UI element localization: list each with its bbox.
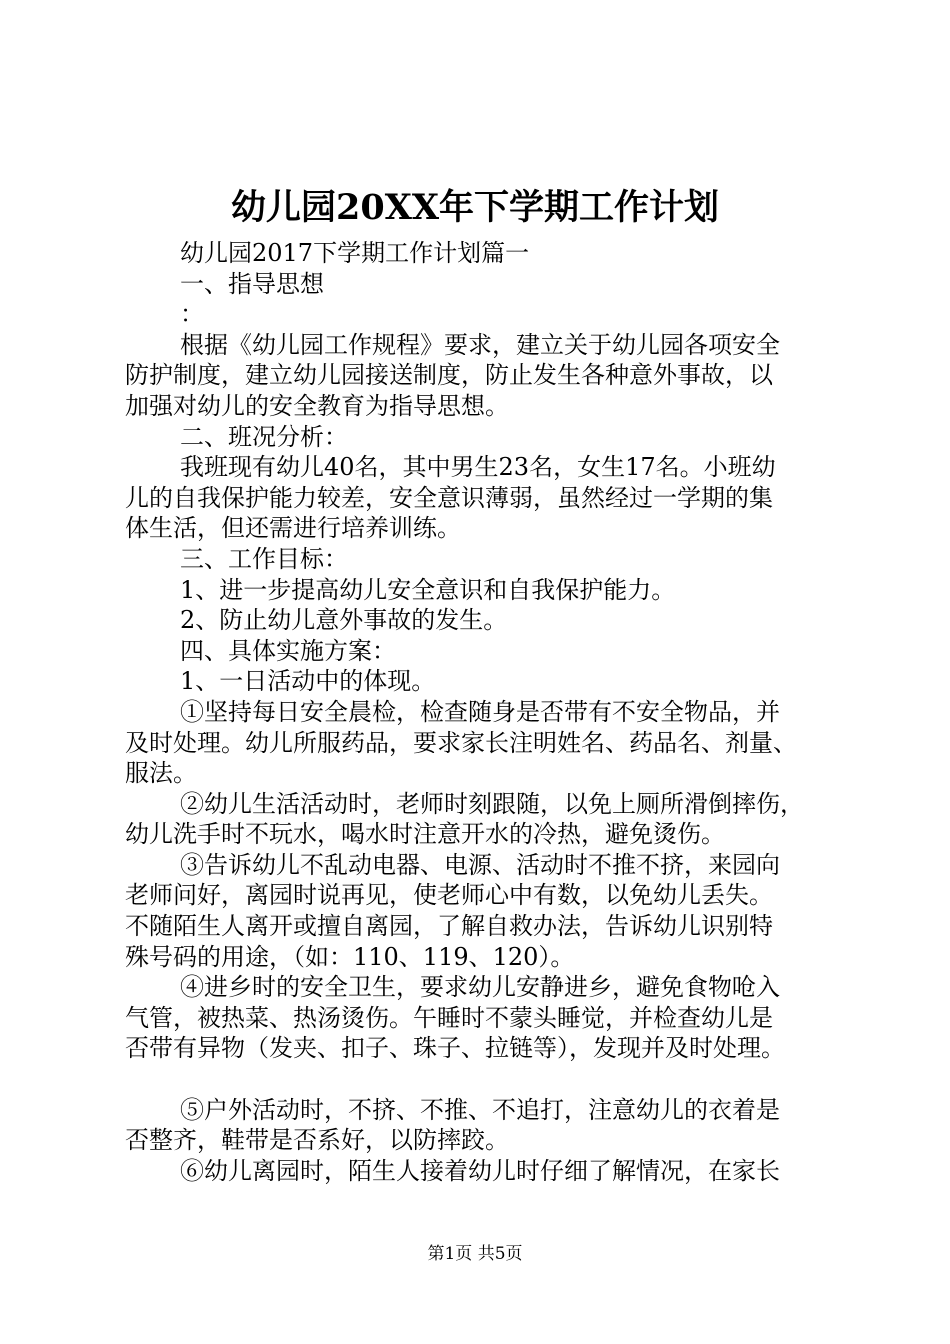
- document-title: 幼儿园20XX年下学期工作计划: [230, 187, 720, 228]
- body-line: ③告诉幼儿不乱动电器、电源、活动时不推不挤，来园向: [180, 850, 780, 879]
- document-body: [125, 238, 845, 1186]
- body-line: 老师问好，离园时说再见，使老师心中有数，以免幼儿丢失。: [125, 881, 773, 910]
- body-line: 根据《幼儿园工作规程》要求，建立关于幼儿园各项安全: [180, 330, 780, 359]
- body-line: 体生活，但还需进行培养训练。: [125, 514, 461, 543]
- body-line: 四、具体实施方案：: [180, 636, 396, 665]
- page-footer: 第1页 共5页: [427, 1244, 523, 1264]
- body-line: ②幼儿生活活动时，老师时刻跟随，以免上厕所滑倒摔伤，: [180, 789, 804, 818]
- body-line: 幼儿洗手时不玩水，喝水时注意开水的冷热，避免烫伤。: [125, 820, 725, 849]
- body-line: 殊号码的用途，（如：110、119、120）。: [125, 942, 575, 971]
- body-line: 及时处理。幼儿所服药品，要求家长注明姓名、药品名、剂量、: [125, 728, 797, 757]
- body-line: 加强对幼儿的安全教育为指导思想。: [125, 391, 509, 420]
- body-line: ④进乡时的安全卫生，要求幼儿安静进乡，避免食物呛入: [180, 973, 780, 1002]
- body-line: 否带有异物（发夹、扣子、珠子、拉链等），发现并及时处理。: [125, 1034, 785, 1063]
- body-line: ①坚持每日安全晨检，检查随身是否带有不安全物品，并: [180, 697, 780, 726]
- body-line: 气管，被热菜、热汤烫伤。午睡时不蒙头睡觉，并检查幼儿是: [125, 1003, 773, 1032]
- body-line: ⑤户外活动时，不挤、不推、不追打，注意幼儿的衣着是: [180, 1095, 780, 1124]
- body-line: ⑥幼儿离园时，陌生人接着幼儿时仔细了解情况，在家长: [180, 1156, 780, 1185]
- body-line: 防护制度，建立幼儿园接送制度，防止发生各种意外事故，以: [125, 361, 773, 390]
- body-line: 1、进一步提高幼儿安全意识和自我保护能力。: [180, 575, 676, 604]
- body-line: 不随陌生人离开或擅自离园，了解自救办法，告诉幼儿识别特: [125, 912, 773, 941]
- body-line: 2、防止幼儿意外事故的发生。: [180, 606, 508, 635]
- body-line: 儿的自我保护能力较差，安全意识薄弱，虽然经过一学期的集: [125, 483, 773, 512]
- body-line: 二、班况分析：: [180, 422, 348, 451]
- body-line: 三、工作目标：: [180, 544, 348, 573]
- body-line: 否整齐，鞋带是否系好，以防摔跤。: [125, 1126, 509, 1155]
- body-line: 1、一日活动中的体现。: [180, 667, 436, 696]
- body-line: [125, 1064, 845, 1095]
- body-line: 一、指导思想: [180, 269, 324, 298]
- body-line: 我班现有幼儿40名，其中男生23名，女生17名。小班幼: [180, 453, 776, 482]
- body-line: 服法。: [125, 759, 197, 788]
- body-line: ：: [180, 300, 204, 329]
- body-line: 幼儿园2017下学期工作计划篇一: [180, 239, 530, 267]
